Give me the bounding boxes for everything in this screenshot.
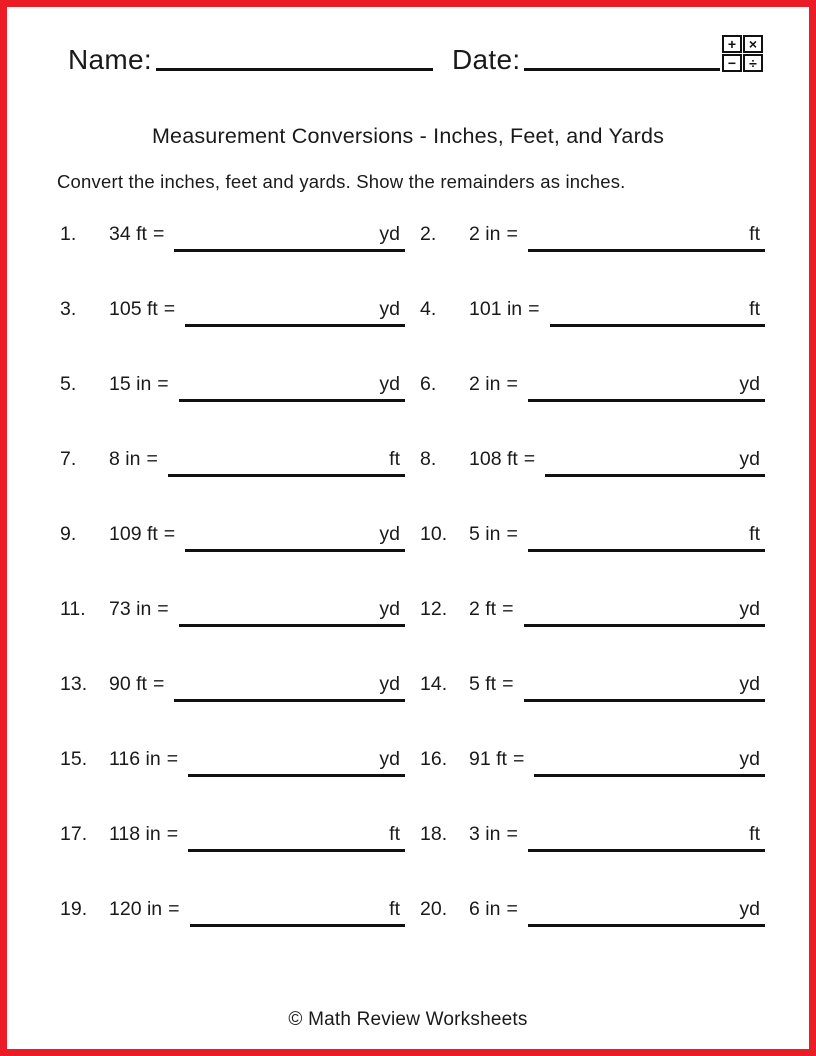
problem-row [57, 579, 405, 654]
footer-copyright: © Math Review Worksheets [288, 1009, 528, 1030]
problem-given: 108 ft [469, 448, 518, 470]
answer-unit-label: yd [379, 523, 400, 545]
problem-given: 5 ft [469, 673, 497, 695]
equals-sign: = [168, 898, 180, 920]
answer-unit-label: ft [389, 898, 400, 920]
answer-unit-label: yd [739, 448, 760, 470]
problem-number: 17. [60, 823, 88, 845]
date-label: Date: [452, 44, 521, 75]
problem-row [417, 579, 765, 654]
problem-row [417, 879, 765, 954]
math-operations-icon [722, 35, 763, 72]
answer-blank[interactable] [528, 897, 765, 927]
problem-number: 7. [60, 448, 77, 470]
problem-given: 8 in [109, 448, 141, 470]
problem-given: 91 ft [469, 748, 507, 770]
answer-unit-label: yd [379, 748, 400, 770]
equals-sign: = [512, 748, 525, 770]
name-blank-line[interactable] [156, 68, 433, 71]
answer-blank[interactable] [188, 822, 405, 852]
problem-row [417, 654, 765, 729]
answer-blank[interactable] [185, 522, 405, 552]
answer-blank[interactable] [190, 897, 405, 927]
problem-row [57, 504, 405, 579]
answer-blank[interactable] [168, 447, 405, 477]
equals-sign: = [157, 598, 169, 620]
name-label: Name: [68, 44, 152, 75]
answer-unit-label: ft [749, 523, 760, 545]
problem-row [57, 354, 405, 429]
problem-row [417, 804, 765, 879]
problem-number: 19. [60, 898, 88, 920]
problem-row [417, 204, 765, 279]
answer-unit-label: yd [379, 223, 400, 245]
problem-number: 13. [60, 673, 88, 695]
problem-given: 5 in [469, 523, 501, 545]
equals-sign: = [157, 373, 169, 395]
answer-unit-label: yd [739, 373, 760, 395]
equals-sign: = [506, 523, 518, 545]
problem-row [417, 354, 765, 429]
answer-unit-label: yd [739, 673, 760, 695]
problem-row [417, 504, 765, 579]
problem-given: 2 in [469, 373, 501, 395]
problem-given: 2 in [469, 223, 501, 245]
problem-given: 6 in [469, 898, 501, 920]
equals-sign: = [502, 598, 514, 620]
equals-sign: = [506, 898, 518, 920]
equals-sign: = [166, 823, 179, 845]
problem-number: 11. [60, 598, 86, 620]
problem-row [57, 429, 405, 504]
equals-sign: = [502, 673, 514, 695]
equals-sign: = [152, 673, 165, 695]
problem-given: 34 ft [109, 223, 147, 245]
problem-row [417, 279, 765, 354]
problem-given: 118 in [109, 823, 161, 845]
problem-number: 9. [60, 523, 77, 545]
equals-sign: = [528, 298, 540, 320]
problem-given: 2 ft [469, 598, 497, 620]
page-title: Measurement Conversions - Inches, Feet, and Yards [151, 124, 665, 148]
problem-number: 20. [420, 898, 448, 920]
divide-icon: ÷ [743, 54, 763, 72]
problem-number: 14. [420, 673, 448, 695]
problem-row [57, 204, 405, 279]
answer-unit-label: yd [739, 748, 760, 770]
multiply-icon: × [743, 35, 763, 53]
problem-number: 3. [60, 298, 77, 320]
answer-blank[interactable] [545, 447, 765, 477]
problem-number: 6. [420, 373, 437, 395]
answer-blank[interactable] [534, 747, 765, 777]
problem-number: 4. [420, 298, 437, 320]
answer-blank[interactable] [179, 372, 405, 402]
problem-given: 15 in [109, 373, 152, 395]
equals-sign: = [506, 823, 518, 845]
answer-blank[interactable] [524, 597, 766, 627]
problem-given: 73 in [109, 598, 152, 620]
answer-blank[interactable] [188, 747, 405, 777]
problems-grid [57, 204, 765, 954]
equals-sign: = [163, 298, 176, 320]
answer-unit-label: ft [749, 823, 760, 845]
minus-icon: − [722, 54, 742, 72]
problem-given: 116 in [109, 748, 161, 770]
problem-given: 101 in [469, 298, 523, 320]
equals-sign: = [166, 748, 179, 770]
problem-row [57, 729, 405, 804]
answer-unit-label: yd [739, 598, 760, 620]
answer-unit-label: yd [379, 598, 400, 620]
equals-sign: = [152, 223, 165, 245]
answer-blank[interactable] [524, 672, 766, 702]
equals-sign: = [163, 523, 176, 545]
problem-given: 105 ft [109, 298, 158, 320]
answer-unit-label: yd [379, 298, 400, 320]
problem-row [417, 729, 765, 804]
problem-number: 1. [60, 223, 77, 245]
answer-blank[interactable] [174, 672, 405, 702]
problem-row [57, 654, 405, 729]
equals-sign: = [506, 223, 518, 245]
answer-blank[interactable] [528, 822, 765, 852]
answer-blank[interactable] [528, 222, 765, 252]
problem-number: 8. [420, 448, 437, 470]
problem-number: 15. [60, 748, 88, 770]
problem-row [417, 429, 765, 504]
answer-unit-label: yd [739, 898, 760, 920]
problem-given: 90 ft [109, 673, 147, 695]
answer-unit-label: ft [749, 298, 760, 320]
problem-given: 109 ft [109, 523, 158, 545]
problem-number: 2. [420, 223, 437, 245]
answer-blank[interactable] [528, 372, 765, 402]
problem-number: 12. [420, 598, 448, 620]
problem-number: 10. [420, 523, 448, 545]
problem-number: 5. [60, 373, 77, 395]
answer-unit-label: yd [379, 673, 400, 695]
plus-icon: + [722, 35, 742, 53]
problem-number: 16. [420, 748, 448, 770]
answer-unit-label: yd [379, 373, 400, 395]
answer-blank[interactable] [179, 597, 405, 627]
answer-blank[interactable] [550, 297, 765, 327]
date-blank-line[interactable] [524, 68, 720, 71]
answer-unit-label: ft [749, 223, 760, 245]
problem-given: 120 in [109, 898, 163, 920]
answer-blank[interactable] [174, 222, 405, 252]
problem-row [57, 279, 405, 354]
instructions-text: Convert the inches, feet and yards. Show the remainders as inches. [57, 171, 626, 192]
equals-sign: = [523, 448, 536, 470]
answer-blank[interactable] [185, 297, 405, 327]
problem-number: 18. [420, 823, 448, 845]
equals-sign: = [146, 448, 158, 470]
equals-sign: = [506, 373, 518, 395]
answer-unit-label: ft [389, 448, 400, 470]
problem-given: 3 in [469, 823, 501, 845]
answer-unit-label: ft [389, 823, 400, 845]
problem-row [57, 879, 405, 954]
problem-row [57, 804, 405, 879]
answer-blank[interactable] [528, 522, 765, 552]
